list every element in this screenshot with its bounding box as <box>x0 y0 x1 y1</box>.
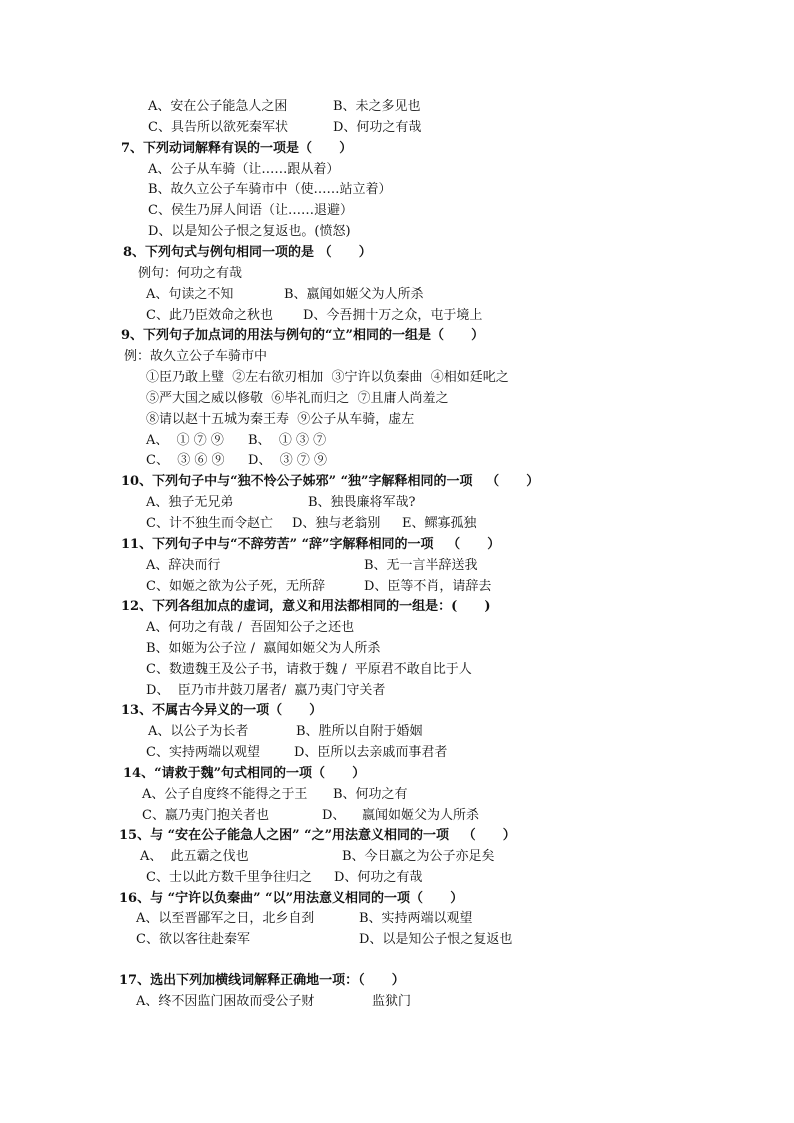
q10-option-a: A、独子无兄弟 <box>146 495 234 510</box>
q9-option-d: D、 ③ ⑦ ⑨ <box>248 453 327 468</box>
question-12: 12、下列各组加点的虚词，意义和用法都相同的一组是：( ) <box>121 599 491 614</box>
q12-option-b: B、如姬为公子泣 / 嬴闻如姬父为人所杀 <box>146 641 381 656</box>
q13-option-a: A、以公子为长者 <box>148 724 249 739</box>
q7-option-b: B、故久立公子车骑市中（使……站立着） <box>148 182 392 197</box>
q15-option-d: D、何功之有哉 <box>334 870 423 885</box>
q11-option-c: C、如姬之欲为公子死，无所辞 <box>146 579 325 594</box>
q9-option-a: A、 ① ⑦ ⑨ <box>146 433 224 448</box>
q15-option-b: B、今日嬴之为公子亦足矣 <box>342 849 495 864</box>
question-11: 11、下列句子中与“不辞劳苦” “辞”字解释相同的一项 （ ） <box>121 537 501 552</box>
q14-option-d: D、 嬴闻如姬父为人所杀 <box>322 808 479 823</box>
q9-items-row-1: ①臣乃敢上璧 ②左右欲刃相加 ③宁许以负秦曲 ④相如廷叱之 <box>146 370 509 385</box>
q15-option-a: A、 此五霸之伐也 <box>140 849 249 864</box>
q12-option-c: C、数遗魏王及公子书，请救于魏 / 平原君不敢自比于人 <box>146 662 472 677</box>
q16-option-c: C、欲以客往赴秦军 <box>136 932 250 947</box>
q15-option-c: C、士以此方数千里争往归之 <box>146 870 312 885</box>
q10-option-b: B、独畏廉将军哉? <box>308 495 416 510</box>
q17-option-a: A、终不因监门困故而受公子财 <box>136 994 315 1009</box>
q16-option-a: A、以至晋鄙军之日，北乡自刭 <box>136 911 315 926</box>
q7-option-c: C、侯生乃屏人间语（让……退避） <box>148 203 353 218</box>
q8-option-c: C、此乃臣效命之秋也 <box>146 308 273 323</box>
q9-option-c: C、 ③ ⑥ ⑨ <box>146 453 225 468</box>
option-a: A、安在公子能急人之困 <box>148 99 288 114</box>
q10-option-e: E、鳏寡孤独 <box>402 516 477 531</box>
q13-option-d: D、臣所以去亲戚而事君者 <box>294 745 448 760</box>
q13-option-b: B、胜所以自附于婚姻 <box>296 724 423 739</box>
question-7: 7、下列动词解释有误的一项是（ ） <box>121 141 353 156</box>
q9-items-row-3: ⑧请以赵十五城为秦王寿 ⑨公子从车骑，虚左 <box>146 412 415 427</box>
q9-option-b: B、 ① ③ ⑦ <box>248 433 327 448</box>
q14-option-b: B、何功之有 <box>333 787 408 802</box>
q16-option-b: B、实持两端以观望 <box>359 911 473 926</box>
option-d: D、何功之有哉 <box>333 120 422 135</box>
q8-option-d: D、今吾拥十万之众，屯于境上 <box>303 308 483 323</box>
question-9: 9、下列句子加点词的用法与例句的“立”相同的一组是（ ） <box>121 328 485 343</box>
question-16: 16、与 “宁许以负秦曲” “以”用法意义相同的一项（ ） <box>119 891 464 906</box>
question-17: 17、选出下列加横线词解释正确地一项：（ ） <box>119 973 405 988</box>
question-14: 14、“请救于魏”句式相同的一项（ ） <box>123 766 366 781</box>
q16-option-d: D、以是知公子恨之复返也 <box>359 932 513 947</box>
q12-option-d: D、 臣乃市井鼓刀屠者/ 嬴乃夷门守关者 <box>146 683 386 698</box>
q7-option-a: A、公子从车骑（让……跟从着） <box>148 162 340 177</box>
q11-option-d: D、臣等不肖，请辞去 <box>364 579 492 594</box>
question-8: 8、下列句式与例句相同一项的是 （ ） <box>123 245 372 260</box>
q11-option-a: A、辞决而行 <box>146 558 221 573</box>
q13-option-c: C、实持两端以观望 <box>146 745 260 760</box>
q7-option-d: D、以是知公子恨之复返也。(愤怒) <box>148 224 351 239</box>
question-15: 15、与 “安在公子能急人之困” “之”用法意义相同的一项 （ ） <box>119 828 516 843</box>
q17-options-row-1 <box>0 993 412 1061</box>
q9-example: 例：故久立公子车骑市中 <box>124 349 268 364</box>
q9-items-row-2: ⑤严大国之威以修敬 ⑥毕礼而归之 ⑦且庸人尚羞之 <box>146 391 449 406</box>
q12-option-a: A、何功之有哉 / 吾固知公子之还也 <box>146 620 355 635</box>
q17-option-a-gloss: 监狱门 <box>372 994 412 1009</box>
q8-option-a: A、句读之不知 <box>146 287 234 302</box>
q10-option-d: D、独与老翁别 <box>292 516 381 531</box>
q8-option-b: B、嬴闻如姬父为人所杀 <box>284 287 424 302</box>
q8-example: 例句：何功之有哉 <box>138 266 243 281</box>
question-10: 10、下列句子中与“独不怜公子姊邪” “独”字解释相同的一项 （ ） <box>121 474 540 489</box>
q11-option-b: B、无一言半辞送我 <box>364 558 478 573</box>
option-b: B、未之多见也 <box>333 99 421 114</box>
q14-option-a: A、公子自度终不能得之于王 <box>142 787 308 802</box>
q10-option-c: C、计不独生而令赵亡 <box>146 516 273 531</box>
option-c: C、具告所以欲死秦军状 <box>148 120 288 135</box>
question-13: 13、不属古今异义的一项（ ） <box>121 703 323 718</box>
q14-option-c: C、嬴乃夷门抱关者也 <box>142 808 269 823</box>
